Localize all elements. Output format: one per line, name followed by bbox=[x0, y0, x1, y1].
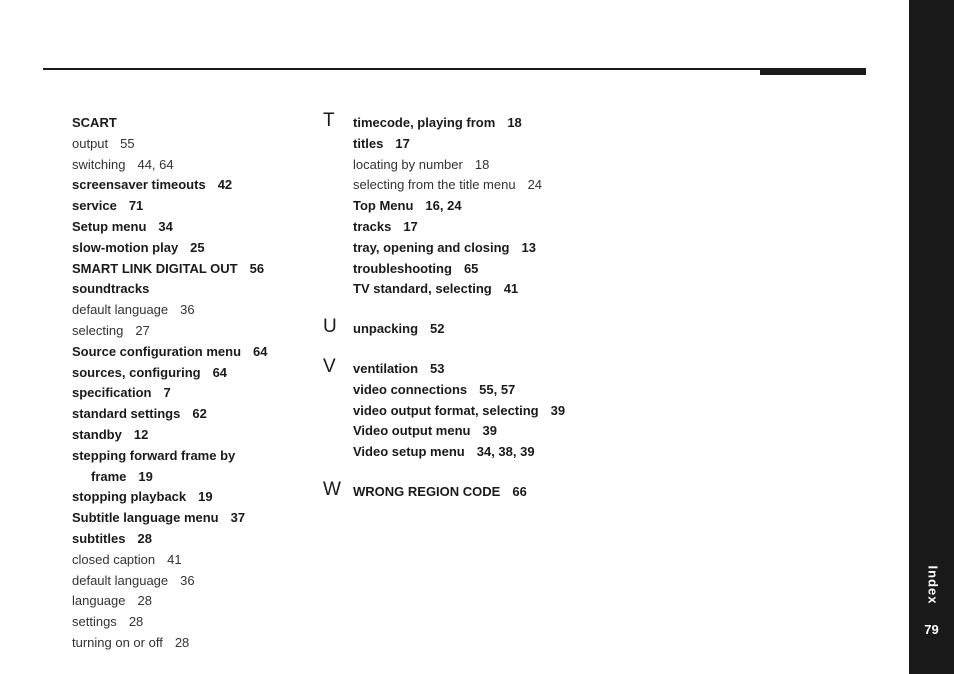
index-entry bbox=[353, 401, 565, 422]
index-entry bbox=[353, 238, 565, 259]
header-rule bbox=[43, 68, 866, 70]
index-entry bbox=[72, 238, 267, 259]
index-page-refs: 16, 24 bbox=[425, 198, 462, 214]
index-entry bbox=[72, 508, 267, 529]
index-entry bbox=[72, 591, 267, 612]
index-page-refs: 28 bbox=[174, 634, 190, 650]
index-column-right bbox=[323, 110, 566, 503]
index-page-refs: 65 bbox=[463, 260, 479, 276]
index-term: ventilation bbox=[353, 360, 419, 376]
index-term: slow-motion play bbox=[72, 239, 179, 255]
index-page-refs: 41 bbox=[503, 281, 519, 297]
index-page-refs: 12 bbox=[133, 426, 149, 442]
section-letter: W bbox=[323, 478, 341, 500]
index-page-refs: 7 bbox=[163, 385, 171, 401]
index-term: turning on or off bbox=[72, 634, 163, 650]
index-term: TV standard, selecting bbox=[353, 281, 492, 297]
index-page-refs: 55 bbox=[120, 135, 135, 151]
section-letter: V bbox=[323, 355, 336, 377]
index-page-refs: 28 bbox=[128, 614, 144, 630]
index-page-refs: 24 bbox=[527, 177, 543, 193]
index-entry bbox=[72, 571, 267, 592]
index-term: Top Menu bbox=[353, 198, 414, 214]
index-term: SCART bbox=[72, 115, 117, 130]
index-page-refs: 17 bbox=[403, 218, 418, 234]
index-entry bbox=[353, 421, 565, 442]
index-page-refs: 18 bbox=[474, 156, 490, 172]
page-number: 79 bbox=[924, 622, 939, 637]
index-entry bbox=[72, 155, 267, 176]
index-entry bbox=[72, 446, 267, 467]
index-page-refs: 19 bbox=[198, 489, 213, 505]
index-entry bbox=[353, 155, 565, 176]
index-entry bbox=[323, 110, 565, 134]
index-page-refs: 18 bbox=[507, 115, 522, 130]
index-term: settings bbox=[72, 614, 117, 630]
index-entry bbox=[353, 175, 565, 196]
index-page-refs: 44, 64 bbox=[137, 156, 174, 172]
index-page-refs: 28 bbox=[137, 593, 152, 609]
index-page-refs: 17 bbox=[395, 135, 410, 151]
index-page-refs: 25 bbox=[190, 239, 205, 255]
index-entry bbox=[72, 550, 267, 571]
index-entry bbox=[353, 442, 565, 463]
index-term: default language bbox=[72, 572, 169, 588]
index-entry bbox=[353, 134, 565, 155]
index-term: video connections bbox=[353, 381, 468, 397]
index-page-refs: 19 bbox=[138, 468, 153, 484]
index-page-refs: 39 bbox=[482, 423, 497, 439]
index-term: selecting from the title menu bbox=[353, 177, 516, 193]
index-page-refs: 56 bbox=[249, 260, 265, 276]
index-entry bbox=[72, 529, 267, 550]
index-term: language bbox=[72, 593, 126, 609]
index-term: closed caption bbox=[72, 551, 156, 567]
index-entry bbox=[72, 363, 267, 384]
index-term: troubleshooting bbox=[353, 260, 452, 276]
index-page-refs: 36 bbox=[180, 572, 195, 588]
index-term: switching bbox=[72, 156, 126, 172]
index-entry bbox=[353, 380, 565, 401]
index-entry bbox=[72, 113, 267, 134]
index-page-refs: 34 bbox=[158, 218, 173, 234]
section-letter: T bbox=[323, 110, 335, 131]
index-entry bbox=[72, 467, 267, 488]
index-page-refs: 13 bbox=[521, 239, 536, 255]
index-entry bbox=[353, 196, 565, 217]
index-term: sources, configuring bbox=[72, 364, 201, 380]
index-entry bbox=[72, 342, 267, 363]
index-page-refs: 64 bbox=[212, 364, 228, 380]
index-page-refs: 27 bbox=[135, 322, 150, 338]
index-term: service bbox=[72, 198, 117, 214]
index-term: selecting bbox=[72, 322, 124, 338]
index-term: stepping forward frame by bbox=[72, 447, 236, 463]
index-entry bbox=[323, 478, 565, 503]
index-entry bbox=[72, 279, 267, 300]
index-page-refs: 62 bbox=[192, 406, 207, 422]
index-page-refs: 36 bbox=[180, 302, 195, 318]
index-term: WRONG REGION CODE bbox=[353, 483, 501, 499]
side-tab-label: Index bbox=[925, 565, 941, 605]
index-page-refs: 41 bbox=[167, 551, 182, 567]
section-letter: U bbox=[323, 316, 337, 338]
index-term: unpacking bbox=[353, 321, 419, 337]
index-term: Source configuration menu bbox=[72, 343, 242, 359]
index-term: subtitles bbox=[72, 530, 126, 546]
index-term: stopping playback bbox=[72, 489, 187, 505]
index-term: Setup menu bbox=[72, 218, 147, 234]
index-term: frame bbox=[91, 468, 127, 484]
index-term: video output format, selecting bbox=[353, 402, 539, 418]
index-page-refs: 53 bbox=[430, 360, 445, 376]
index-term: screensaver timeouts bbox=[72, 177, 206, 193]
index-entry bbox=[72, 487, 267, 508]
index-entry bbox=[353, 259, 565, 280]
group-spacer bbox=[353, 300, 565, 319]
index-column-left bbox=[72, 113, 267, 654]
index-term: standard settings bbox=[72, 406, 181, 422]
index-entry bbox=[72, 612, 267, 633]
index-entry bbox=[353, 217, 565, 238]
index-entry bbox=[323, 355, 565, 380]
group-spacer bbox=[353, 340, 565, 359]
header-rule-accent bbox=[760, 68, 866, 75]
index-page-refs: 66 bbox=[512, 483, 527, 499]
index-entry bbox=[72, 259, 267, 280]
index-entry bbox=[72, 633, 267, 654]
index-entry bbox=[72, 321, 267, 342]
index-page-refs: 34, 38, 39 bbox=[476, 444, 535, 460]
index-entry bbox=[72, 134, 267, 155]
index-entry bbox=[72, 425, 267, 446]
index-page-refs: 52 bbox=[430, 321, 445, 337]
index-term: Subtitle language menu bbox=[72, 510, 219, 526]
index-page-refs: 39 bbox=[550, 402, 566, 418]
index-term: SMART LINK DIGITAL OUT bbox=[72, 260, 238, 276]
index-entry bbox=[72, 196, 267, 217]
index-entry bbox=[323, 316, 565, 340]
index-term: locating by number bbox=[353, 156, 463, 172]
index-entry bbox=[72, 383, 267, 404]
index-term: default language bbox=[72, 302, 169, 318]
index-term: tray, opening and closing bbox=[353, 239, 510, 255]
index-entry bbox=[353, 279, 565, 300]
index-entry bbox=[72, 300, 267, 321]
index-page-refs: 37 bbox=[230, 510, 246, 526]
index-entry bbox=[72, 404, 267, 425]
index-page-refs: 64 bbox=[253, 343, 268, 359]
index-term: output bbox=[72, 135, 109, 151]
index-term: titles bbox=[353, 135, 384, 151]
index-term: Video output menu bbox=[353, 423, 471, 439]
index-term: specification bbox=[72, 385, 152, 401]
index-entry bbox=[72, 217, 267, 238]
index-page-refs: 55, 57 bbox=[479, 381, 516, 397]
index-page-refs: 71 bbox=[128, 198, 144, 214]
index-term: standby bbox=[72, 426, 122, 442]
index-term: Video setup menu bbox=[353, 444, 465, 460]
index-term: soundtracks bbox=[72, 281, 150, 297]
index-term: timecode, playing from bbox=[353, 115, 496, 130]
group-spacer bbox=[353, 463, 565, 482]
index-page-refs: 28 bbox=[137, 530, 152, 546]
index-term: tracks bbox=[353, 218, 392, 234]
index-entry bbox=[72, 175, 267, 196]
index-page-refs: 42 bbox=[217, 177, 233, 193]
